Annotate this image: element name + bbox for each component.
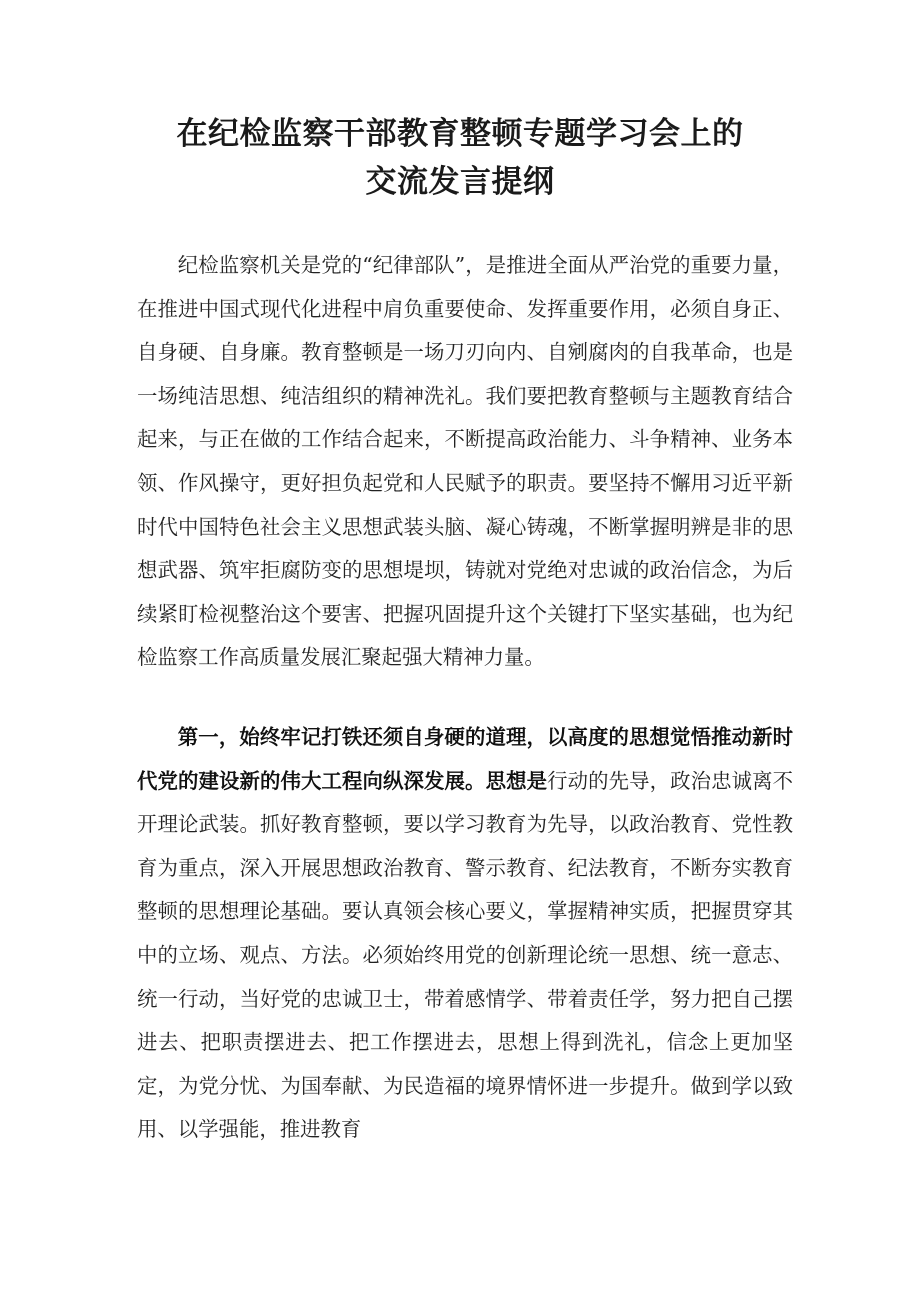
section-one-body: 行动的先导，政治忠诚离不开理论武装。抓好教育整顿，要以学习教育为先导，以政治教育、党性教育为重点，深入开展思想政治教育、警示教育、纪法教育，不断夯实教育整顿的思想理论基础。要认真领会核心要义，掌握精神实质，把握贯穿其中的立场、观点、方法。必须始终用党的创新理论统一思想、统一意志、统一行动，当好党的忠诚卫士，带着感情学、带着责任学，努力把自己摆进去、把职责摆进去、把工作摆进去，思想上得到洗礼，信念上更加坚定，为党分忧、为国奉献、为民造福的境界情怀进一步提升。做到学以致用、以学强能，推进教育 <box>137 768 794 1142</box>
section-one-paragraph <box>137 716 793 1152</box>
section-one-bold-tail: 思想是 <box>485 768 548 793</box>
document-title-line-2: 交流发言提纲 <box>365 164 555 200</box>
intro-paragraph-block <box>137 244 793 680</box>
section-one-paragraph-block <box>137 716 793 1152</box>
document-title-line-1: 在纪检监察干部教育整顿专题学习会上的 <box>176 116 744 152</box>
intro-paragraph: 纪检监察机关是党的“纪律部队”，是推进全面从严治党的重要力量，在推进中国式现代化进程中肩负重要使命、发挥重要作用，必须自身正、自身硬、自身廉。教育整顿是一场刀刃向内、自剜腐肉的自我革命，也是一场纯洁思想、纯洁组织的精神洗礼。我们要把教育整顿与主题教育结合起来，与正在做的工作结合起来，不断提高政治能力、斗争精神、业务本领、作风操守，更好担负起党和人民赋予的职责。要坚持不懈用习近平新时代中国特色社会主义思想武装头脑、凝心铸魂，不断掌握明辨是非的思想武器、筑牢拒腐防变的思想堤坝，铸就对党绝对忠诚的政治信念，为后续紧盯检视整治这个要害、把握巩固提升这个关键打下坚实基础，也为纪检监察工作高质量发展汇聚起强大精神力量。 <box>137 253 793 670</box>
section-one-heading: 第一，始终牢记打铁还须自身硬的道理，以高度的思想觉悟推动新时代党的建设新的伟大工程向纵深发展。 <box>137 725 793 793</box>
